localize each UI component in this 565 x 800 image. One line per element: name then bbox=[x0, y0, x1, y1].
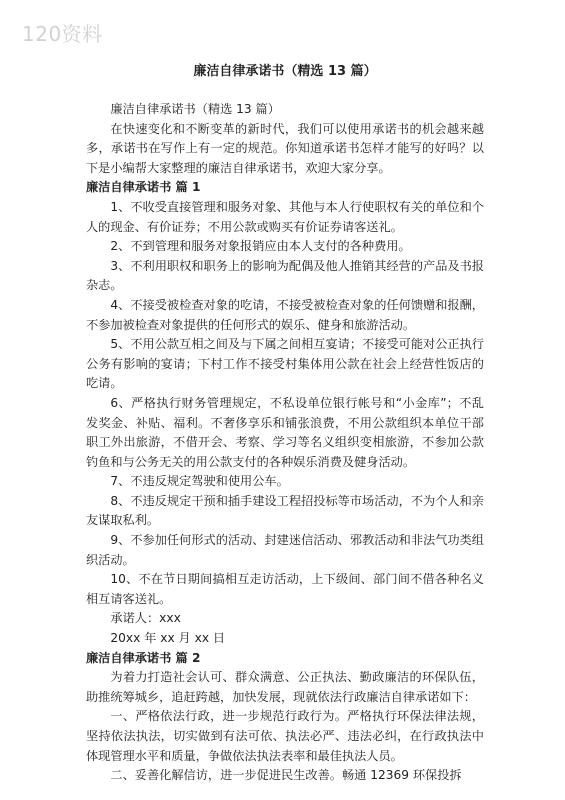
document-body bbox=[86, 62, 484, 786]
commitment-item: 4、不接受被检查对象的吃请，不接受被检查对象的任何馈赠和报酬，不参加被检查对象提供的任何形式的娱乐、健身和旅游活动。 bbox=[86, 297, 484, 332]
commitment-item: 10、不在节日期间搞相互走访活动，上下级间、部门间不借各种名义相互请客送礼。 bbox=[86, 572, 484, 606]
section-paragraph: 为着力打造社会认可、群众满意、公正执法、勤政廉洁的环保队伍，助推统筹城乡，追赶跨越，加快发展，现就依法行政廉洁自律承诺如下： bbox=[86, 670, 484, 704]
commitment-item: 7、不违反规定驾驶和使用公车。 bbox=[110, 474, 289, 489]
commitment-item: 5、不用公款互相之间及与下属之间相互宴请；不接受可能对公正执行公务有影响的宴请；下村工作不接受村集体用公款在社会上经营性饭店的吃请。 bbox=[86, 337, 484, 391]
commitment-item: 8、不违反规定干预和插手建设工程招投标等市场活动，不为个人和亲友谋取私利。 bbox=[86, 493, 484, 528]
commitment-item: 9、不参加任何形式的活动、封建迷信活动、邪教活动和非法气功类组织活动。 bbox=[86, 533, 484, 567]
commitment-item: 2、不到管理和服务对象报销应由本人支付的各种费用。 bbox=[110, 239, 411, 254]
watermark: 120资料 bbox=[22, 22, 103, 46]
section-paragraph: 一、严格依法行政，进一步规范行政行为。严格执行环保法律法规，坚持依法执法，切实做到有法可依、执法必严、违法必纠，在行政执法中体现管理水平和质量，争做依法执法表率和最佳执法人员。 bbox=[86, 709, 484, 763]
section-heading: 廉洁自律承诺书 篇 1 bbox=[86, 180, 201, 195]
section-paragraph: 二、妥善化解信访，进一步促进民生改善。畅通 12369 环保投拆 bbox=[110, 768, 462, 783]
section-heading: 廉洁自律承诺书 篇 2 bbox=[86, 650, 201, 665]
date-line: 20xx 年 xx 月 xx 日 bbox=[110, 631, 226, 646]
signer-line: 承诺人：xxx bbox=[110, 611, 181, 626]
document-title: 廉洁自律承诺书（精选 13 篇） bbox=[193, 64, 377, 79]
commitment-item: 6、严格执行财务管理规定，不私设单位银行帐号和“小金库”；不乱发奖金、补贴、福利。不奢侈享乐和铺张浪费，不用公款组织本单位干部职工外出旅游，不借开会、考察、学习等名义组织变相旅游，不参加公款钓鱼和与公务无关的用公款支付的各种娱乐消费及健身活动。 bbox=[86, 395, 484, 469]
intro-paragraph: 廉洁自律承诺书（精选 13 篇） bbox=[110, 102, 280, 116]
commitment-item: 1、不收受直接管理和服务对象、其他与本人行使职权有关的单位和个人的现金、有价证券；不用公款或购买有价证券请客送礼。 bbox=[86, 199, 484, 234]
commitment-item: 3、不利用职权和职务上的影响为配偶及他人推销其经营的产品及书报杂志。 bbox=[86, 258, 484, 293]
intro-paragraph: 在快速变化和不断变革的新时代，我们可以使用承诺书的机会越来越多，承诺书在写作上有一定的规范。你知道承诺书怎样才能写的好吗？以下是小编帮大家整理的廉洁自律承诺书，欢迎大家分享。 bbox=[86, 121, 484, 175]
